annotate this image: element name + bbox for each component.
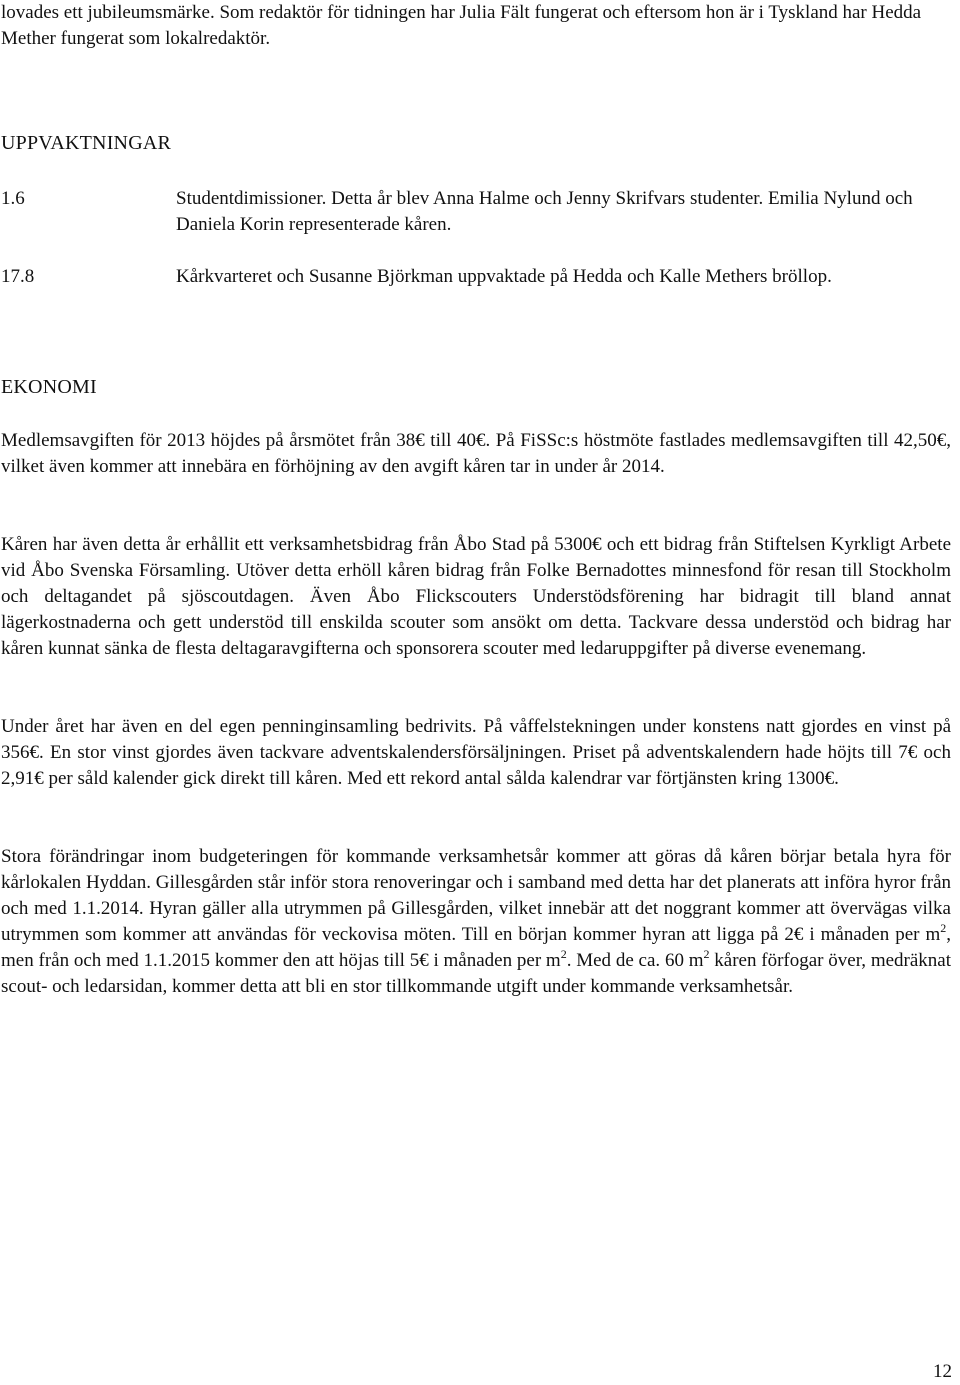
text-run: Stora förändringar inom budgeteringen för kommande verksamhetsår kommer att göras då kåren börjar betala hyra för kårlokalen Hyddan. Gillesgården står inför stora renoveringar och i samband med detta har det planerats att införa hyror från och med 1.1.2014. Hyran gäller alla utrymmen på Gillesgården, vilket innebär att det noggrant kommer att övervägas vilka utrymmen som kommer att användas för veckovisa möten. Till en början kommer hyran att ligga på 2€ i månaden per m [1, 846, 951, 945]
item-date: 1.6 [1, 188, 25, 209]
paragraph: Under året har även en del egen penninginsamling bedrivits. På våffelstekningen under konstens natt gjordes en vinst på 356€. En stor vinst gjordes även tackvare adventskalendersförsäljningen. Priset på adventskalendern hade höjts till 7€ och 2,91€ per såld kalender gick direkt till kåren. Med ett rekord antal sålda kalendrar var förtjänsten kring 1300€. [1, 716, 951, 789]
superscript: 2 [560, 946, 567, 961]
intro-paragraph: lovades ett jubileumsmärke. Som redaktör för tidningen har Julia Fält fungerat och eftersom hon är i Tyskland har Hedda Mether fungerat som lokalredaktör. [1, 2, 922, 49]
text-run: . Med de ca. 60 m [566, 950, 704, 971]
item-date: 17.8 [1, 266, 35, 287]
text-run: kåren förfogar över, medräknat scout- och ledarsidan, kommer detta att bli en stor tillkommande utgift under kommande verksamhetsår. [1, 950, 951, 997]
section-heading-uppvaktningar: UPPVAKTNINGAR [1, 132, 172, 154]
text-run: , men från och med 1.1.2015 kommer den att höjas till 5€ i månaden per m [1, 924, 951, 971]
superscript: 2 [703, 946, 710, 961]
paragraph: Kåren har även detta år erhållit ett verksamhetsbidrag från Åbo Stad på 5300€ och ett bidrag från Stiftelsen Kyrkligt Arbete vid Åbo Svenska Församling. Utöver detta erhöll kåren bidrag från Folke Bernadottes minnesfond för resan till Stockholm och deltagandet på sjöscoutdagen. Även Åbo Flickscouters Understödsförening har bidragit till bland annat lägerkostnaderna och gett understöd till enskilda scouter som ansökt om detta. Tackvare dessa understöd och bidrag har kåren kunnat sänka de flesta deltagaravgifterna och sponsorera scouter med ledaruppgifter på diverse evenemang. [1, 534, 951, 659]
paragraph: Medlemsavgiften för 2013 höjdes på årsmötet från 38€ till 40€. På FiSSc:s höstmöte fastlades medlemsavgiften till 42,50€, vilket även kommer att innebära en förhöjning av den avgift kåren tar in under år 2014. [1, 430, 951, 477]
paragraph [1, 844, 951, 1000]
superscript: 2 [940, 920, 947, 935]
item-text: Studentdimissioner. Detta år blev Anna Halme och Jenny Skrifvars studenter. Emilia Nylund och Daniela Korin representerade kåren. [176, 188, 913, 235]
item-text: Kårkvarteret och Susanne Björkman uppvaktade på Hedda och Kalle Methers bröllop. [176, 266, 832, 287]
page-number: 12 [933, 1361, 952, 1382]
section-heading-ekonomi: EKONOMI [1, 376, 97, 398]
